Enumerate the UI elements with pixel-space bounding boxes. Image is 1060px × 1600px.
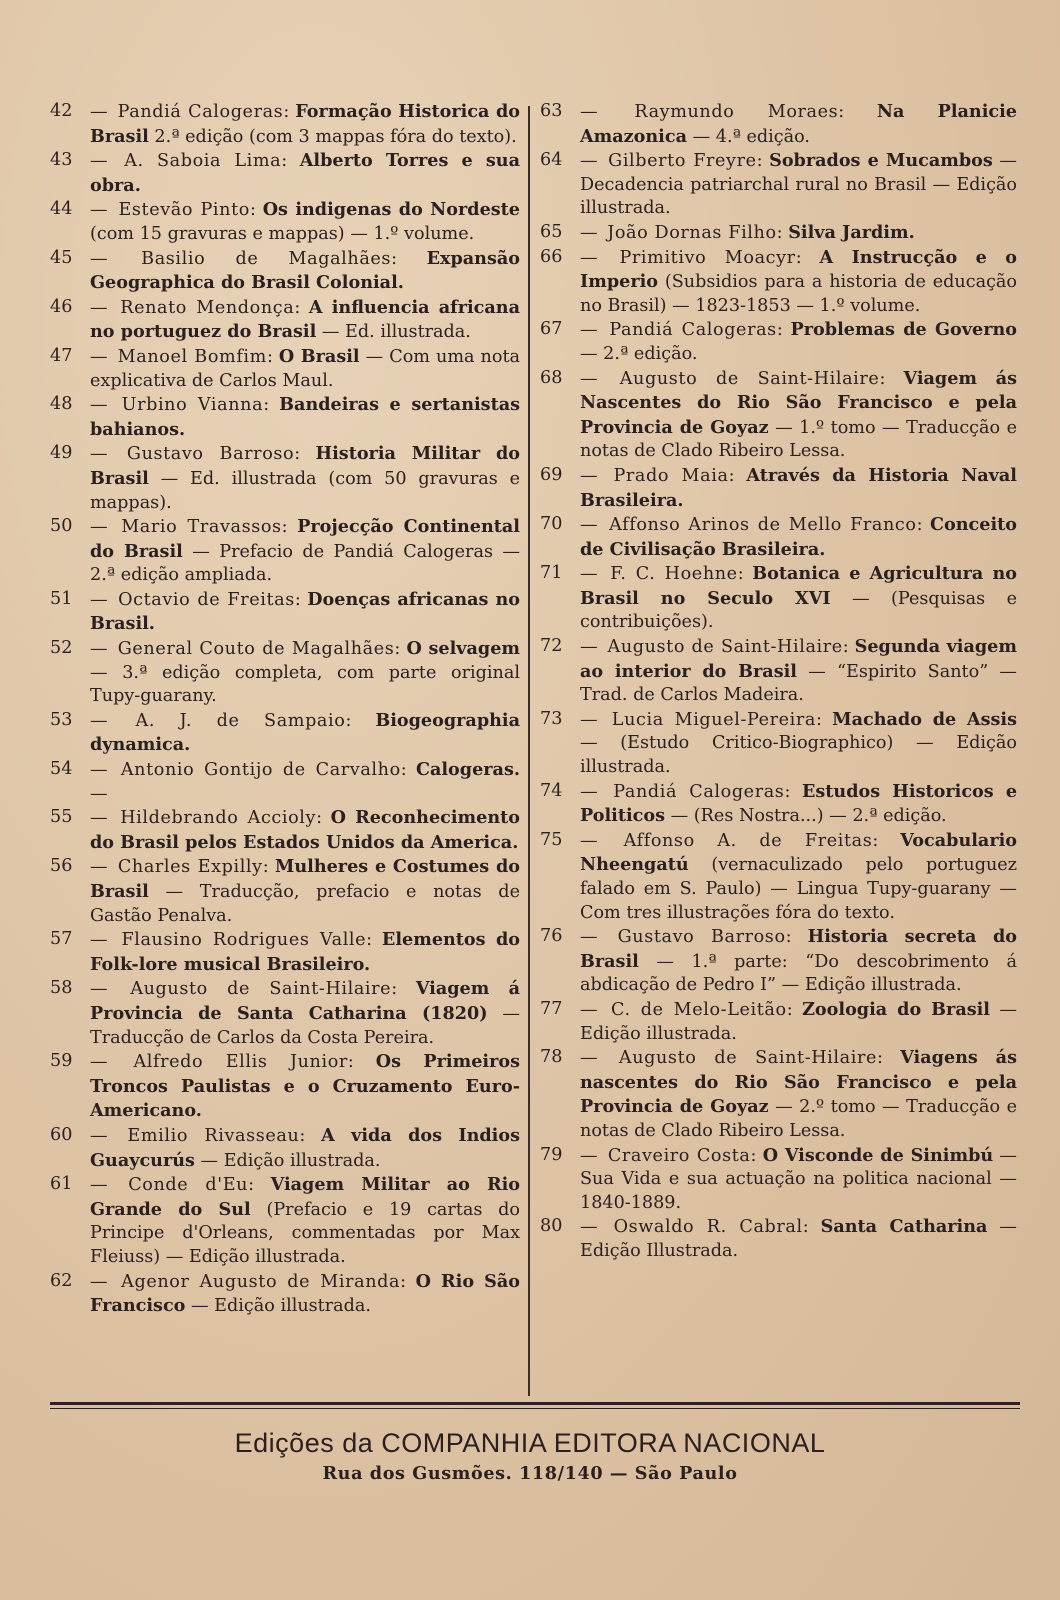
entry-title: Alberto Torres e sua obra. [90, 150, 520, 196]
entry-number: 66 [540, 246, 563, 267]
entry-colon: : [756, 151, 770, 172]
entry-author: Alfredo Ellis Junior [133, 1052, 348, 1073]
entry-dash: — [90, 808, 117, 829]
entry-number: 69 [540, 464, 563, 485]
entry-colon: : [879, 368, 904, 389]
entry-colon: : [737, 564, 753, 585]
entry-dash: — [580, 247, 616, 268]
entry-title: Zoologia do Brasil [802, 998, 990, 1020]
entry-title: Historia secreta do Brasil [580, 926, 1018, 972]
entry-number: 57 [50, 929, 73, 950]
catalog-entry [540, 635, 1017, 708]
entry-number: 43 [50, 150, 73, 171]
entry-colon: : [750, 1145, 763, 1166]
entry-note: — 3.ª edição completa, com parte original Tupy-guarany. [90, 662, 520, 707]
footer-rule-thin [50, 1408, 1020, 1409]
entry-dash: — [90, 248, 138, 269]
entry-dash: — [90, 589, 115, 610]
entry-author: Augusto de Saint-Hilaire [130, 979, 392, 1000]
catalog-entry [50, 296, 520, 345]
entry-number: 54 [50, 759, 73, 780]
entry-author: Manoel Bomfim [117, 346, 267, 367]
entry-title: Através da Historia Naval Brasileira. [580, 464, 1017, 511]
catalog-entry [50, 1050, 520, 1124]
catalog-entry [50, 928, 520, 977]
catalog-entry [540, 100, 1017, 149]
catalog-entry [50, 247, 520, 296]
entry-dash: — [90, 1125, 124, 1146]
entry-title: O Brasil [278, 345, 360, 367]
entry-note: — (Pesquisas e contribuições). [580, 588, 1017, 633]
catalog-entry [50, 393, 520, 442]
catalog-entry [50, 855, 520, 928]
catalog-entry [540, 367, 1017, 464]
entry-number: 55 [50, 807, 73, 828]
publisher-name: Edições da COMPANHIA EDITORA NACIONAL [234, 1428, 826, 1458]
catalog-entry [540, 1046, 1017, 1143]
entry-number: 70 [540, 514, 563, 535]
entry-number: 51 [50, 588, 73, 609]
entry-number: 49 [50, 443, 73, 464]
entry-title: Calogeras. [415, 759, 520, 781]
entry-dash: — [90, 930, 118, 951]
catalog-entry [50, 709, 520, 758]
entry-author: Gilberto Freyre [608, 151, 757, 172]
entry-colon: : [316, 808, 331, 829]
entry-author: Augusto de Saint-Hilaire [618, 1048, 877, 1069]
entry-author: Augusto de Saint-Hilaire [619, 368, 880, 389]
entry-colon: : [299, 1125, 322, 1146]
catalog-entry [540, 1215, 1017, 1263]
entry-number: 75 [540, 829, 563, 850]
entry-author: Pandiá Calogeras [609, 320, 777, 341]
entry-colon: : [816, 709, 833, 730]
entry-title: Viagem á Provincia de Santa Catharina (1820) [90, 978, 521, 1024]
entry-author: Affonso A. de Freitas [623, 830, 873, 851]
entry-author: Pandiá Calogeras [117, 102, 284, 122]
entry-dash: — [90, 200, 115, 221]
entry-number: 65 [540, 221, 563, 242]
entry-title: Elementos do Folk-lore musical Brasileiro. [90, 929, 520, 975]
entry-note: — Edição illustrada. [200, 1150, 381, 1171]
entry-author: Oswaldo R. Cabral [613, 1217, 803, 1238]
entry-colon: : [345, 710, 376, 731]
catalog-entry [540, 708, 1017, 780]
entry-dash: — [580, 830, 620, 851]
entry-number: 72 [540, 636, 563, 657]
entry-note: — 2.º tomo — Traducção e notas de Clado Ribeiro Lessa. [580, 1097, 1017, 1141]
entry-dash: — [90, 857, 114, 878]
entry-number: 61 [50, 1174, 73, 1195]
entry-dash: — [580, 1217, 610, 1238]
entry-note: — [90, 783, 108, 804]
entry-title: Problemas de Governo [790, 319, 1017, 341]
entry-author: Basilio de Magalhães [141, 248, 392, 269]
catalog-entry [50, 149, 520, 198]
catalog-entry [50, 806, 520, 855]
entry-title: Na Planicie Amazonica [580, 101, 1017, 147]
entry-colon: : [400, 760, 416, 781]
catalog-entry [540, 246, 1017, 319]
entry-author: Charles Expilly [117, 857, 263, 878]
entry-author: Flausino Rodrigues Valle [121, 930, 367, 951]
entry-author: Conde d'Eu [128, 1175, 249, 1196]
entry-author: Hildebrando Accioly [120, 808, 317, 829]
entry-number: 68 [540, 367, 563, 388]
entry-number: 50 [50, 516, 73, 537]
entry-colon: : [394, 639, 407, 660]
entry-author: Pandiá Calogeras [613, 781, 785, 802]
entry-dash: — [90, 1175, 125, 1196]
entry-note: — (Estudo Critico-Biographico) — Edição illustrada. [580, 733, 1017, 778]
catalog-right-column [540, 100, 1017, 1264]
entry-author: A. Saboia Lima [124, 151, 282, 172]
entry-number: 47 [50, 345, 73, 366]
entry-number: 46 [50, 296, 73, 317]
entry-author: Craveiro Costa [607, 1145, 751, 1166]
entry-title: O selvagem [406, 638, 521, 660]
entry-dash: — [90, 395, 118, 416]
entry-colon: : [294, 444, 316, 465]
entry-dash: — [90, 760, 117, 781]
entry-author: Emilio Rivasseau [127, 1125, 300, 1146]
entry-note: — Ed. illustrada (com 50 gravuras e mappas). [90, 468, 520, 513]
entry-colon: : [391, 248, 427, 269]
entry-dash: — [580, 637, 604, 658]
entry-number: 63 [540, 101, 563, 121]
entry-author: Augusto de Saint-Hilaire [607, 637, 843, 658]
entry-dash: — [580, 999, 608, 1020]
catalog-entry [50, 1124, 520, 1173]
entry-title: Sobrados e Mucambos [769, 150, 993, 172]
entry-dash: — [580, 320, 606, 341]
entry-author: Gustavo Barroso [617, 927, 786, 948]
catalog-entry [50, 515, 520, 588]
entry-number: 53 [50, 709, 73, 730]
entry-colon: : [728, 465, 747, 486]
entry-title: Vocabulario Nheengatú [580, 829, 1018, 876]
entry-number: 52 [50, 638, 73, 659]
entry-dash: — [90, 979, 127, 1000]
entry-note: — Decadencia patriarchal rural no Brasil — Edição illustrada. [580, 151, 1017, 219]
entry-note: — 1.º tomo — Traducção e notas de Clado Ribeiro Lessa. [580, 417, 1017, 462]
entry-title: Estudos Historicos e Politicos [580, 780, 1018, 827]
catalog-entry [50, 345, 520, 393]
entry-colon: : [916, 515, 931, 536]
entry-dash: — [580, 102, 631, 122]
entry-title: Santa Catharina [820, 1216, 988, 1238]
entry-dash: — [90, 710, 132, 731]
entry-author: C. de Melo-Leitão [611, 999, 787, 1020]
publisher-address: Rua dos Gusmões. 118/140 — São Paulo [322, 1463, 738, 1484]
entry-note: (Subsidios para a historia de educação no Brasil) — 1823-1853 — 1.º volume. [580, 272, 1017, 316]
entry-note: — 4.ª edição. [692, 126, 811, 147]
entry-author: Gustavo Barroso [126, 444, 295, 465]
entry-dash: — [580, 564, 607, 585]
entry-number: 67 [540, 319, 563, 340]
catalog-entry [540, 318, 1017, 366]
entry-note: (Prefacio e 19 cartas do Principe d'Orleans, commentadas por Max Fleiuss) — Edição illustrada. [90, 1199, 520, 1267]
entry-colon: : [776, 222, 789, 243]
column-divider [528, 106, 530, 1396]
entry-colon: : [347, 1052, 376, 1073]
entry-author: Affonso Arinos de Mello Franco [609, 515, 917, 536]
entry-colon: : [294, 297, 309, 318]
entry-dash: — [580, 151, 605, 172]
entry-author: Prado Maia [613, 465, 729, 486]
entry-colon: : [786, 999, 803, 1020]
entry-title: Machado de Assis [832, 708, 1017, 730]
catalog-entry [540, 1144, 1017, 1216]
entry-colon: : [266, 346, 279, 367]
catalog-entry [540, 513, 1017, 562]
entry-dash: — [90, 639, 114, 660]
entry-note: — 2.ª edição. [580, 343, 698, 364]
catalog-entry [540, 998, 1017, 1046]
entry-author: Urbino Vianna [121, 395, 264, 416]
publisher-footer [0, 1428, 1060, 1484]
entry-author: Antonio Gontijo de Carvalho [120, 760, 401, 781]
entry-title: O Rio São Francisco [90, 1270, 520, 1317]
entry-number: 60 [50, 1124, 73, 1145]
entry-title: Os Primeiros Troncos Paulistas e o Cruzamento Euro-Americano. [90, 1051, 520, 1122]
entry-number: 45 [50, 247, 73, 268]
entry-dash: — [90, 1271, 118, 1292]
entry-note: — Traducção de Carlos da Costa Pereira. [90, 1003, 520, 1048]
entry-colon: : [283, 102, 296, 122]
entry-author: Renato Mendonça [120, 297, 295, 318]
entry-colon: : [263, 395, 280, 416]
entry-title: Biogeographia dynamica. [90, 709, 521, 756]
entry-title: Conceito de Civilisação Brasileira. [580, 514, 1017, 560]
entry-author: Lucia Miguel-Pereira [611, 709, 817, 730]
entry-dash: — [90, 151, 121, 172]
entry-dash: — [90, 1052, 130, 1073]
catalog-entry [50, 1270, 520, 1319]
catalog-entry [540, 464, 1017, 513]
entry-dash: — [580, 515, 606, 536]
entry-number: 73 [540, 708, 563, 729]
entry-title: A Instrucção e o Imperio [580, 246, 1017, 293]
entry-dash: — [580, 465, 610, 486]
entry-dash: — [580, 222, 604, 243]
entry-colon: : [249, 200, 263, 221]
entry-colon: : [294, 589, 308, 610]
entry-title: Formação Historica do Brasil [90, 101, 520, 147]
entry-colon: : [838, 102, 877, 122]
entry-dash: — [580, 709, 608, 730]
entry-colon: : [784, 781, 802, 802]
entry-colon: : [400, 1271, 416, 1292]
entry-title: Viagem Militar ao Rio Grande do Sul [90, 1174, 520, 1220]
entry-author: Agenor Augusto de Miranda [121, 1271, 401, 1292]
entry-colon: : [842, 637, 855, 658]
entry-number: 59 [50, 1051, 73, 1072]
catalog-entry [540, 829, 1017, 925]
entry-note: — 1.ª parte: “Do descobrimento á abdicação de Pedro I” — Edição illustrada. [580, 951, 1017, 996]
entry-note: 2.ª edição (com 3 mappas fóra do texto). [154, 126, 517, 147]
entry-number: 80 [540, 1216, 563, 1237]
entry-dash: — [580, 1048, 615, 1069]
catalog-entry [540, 149, 1017, 221]
entry-colon: : [262, 857, 275, 878]
entry-author: Estevão Pinto [118, 200, 250, 221]
entry-title: A vida dos Indios Guaycurús [90, 1124, 520, 1171]
entry-dash: — [90, 346, 114, 367]
entry-dash: — [90, 517, 118, 538]
entry-colon: : [872, 830, 901, 851]
entry-title: Botanica e Agricultura no Brasil no Seculo XVI [580, 563, 1018, 609]
entry-author: Octavio de Freitas [118, 589, 295, 610]
entry-colon: : [795, 247, 820, 268]
entry-dash: — [580, 927, 614, 948]
entry-note: (vernaculizado pelo portuguez falado em S. Paulo) — Lingua Tupy-guarany — Com tres illustrações fóra do texto. [580, 855, 1017, 923]
entry-number: 58 [50, 978, 73, 999]
entry-note: — Prefacio de Pandiá Calogeras — 2.ª edição ampliada. [90, 541, 521, 586]
entry-dash: — [580, 1145, 604, 1166]
catalog-entry [50, 758, 520, 806]
entry-dash: — [90, 297, 117, 318]
entry-number: 64 [540, 150, 563, 171]
entry-dash: — [580, 781, 610, 802]
catalog-entry [540, 221, 1017, 246]
entry-title: Mulheres e Costumes do Brasil [90, 856, 521, 902]
entry-dash: — [580, 368, 616, 389]
entry-title: Bandeiras e sertanistas bahianos. [90, 394, 521, 440]
entry-colon: : [248, 1175, 271, 1196]
entry-number: 79 [540, 1144, 563, 1165]
catalog-entry [50, 442, 520, 515]
entry-number: 56 [50, 856, 73, 877]
entry-colon: : [281, 151, 300, 172]
entry-note: — Edição Illustrada. [580, 1217, 1017, 1261]
entry-title: Viagens ás nascentes do Rio São Francisco e pela Provincia de Goyaz [580, 1047, 1017, 1118]
entry-author: João Dornas Filho [607, 222, 777, 243]
catalog-entry [50, 198, 520, 246]
catalog-entry [50, 100, 520, 149]
catalog-entry [50, 637, 520, 709]
entry-number: 42 [50, 101, 73, 121]
entry-colon: : [281, 517, 298, 538]
entry-colon: : [802, 1217, 821, 1238]
catalog-left-column [50, 100, 520, 1319]
entry-title: A influencia africana no portuguez do Brasil [90, 296, 520, 343]
entry-note: — Sua Vida e sua actuação na politica nacional — 1840-1889. [580, 1145, 1018, 1213]
entry-number: 62 [50, 1270, 73, 1291]
entry-title: Doenças africanas no Brasil. [90, 588, 521, 635]
entry-author: Mario Travassos [121, 517, 282, 538]
entry-note: — Ed. illustrada. [321, 322, 471, 343]
entry-number: 48 [50, 394, 73, 415]
entry-number: 78 [540, 1047, 563, 1068]
entry-note: — Com uma nota explicativa de Carlos Maul. [90, 346, 521, 391]
catalog-entry [540, 562, 1017, 635]
entry-note: — (Res Nostra...) — 2.ª edição. [670, 806, 947, 827]
entry-author: General Couto de Magalhães [117, 639, 395, 660]
entry-title: Segunda viagem ao interior do Brasil [580, 636, 1017, 682]
entry-number: 77 [540, 998, 563, 1019]
catalog-entry [50, 977, 520, 1050]
entry-title: Expansão Geographica do Brasil Colonial. [90, 247, 520, 294]
entry-author: F. C. Hoehne [610, 564, 738, 585]
entry-colon: : [785, 927, 808, 948]
entry-title: Projecção Continental do Brasil [90, 516, 520, 562]
entry-colon: : [366, 930, 382, 951]
entry-colon: : [776, 320, 791, 341]
entry-title: O Visconde de Sinimbú [762, 1144, 994, 1166]
catalog-entry [540, 780, 1017, 829]
entry-title: Viagem ás Nascentes do Rio São Francisco e pela Provincia de Goyaz [580, 367, 1018, 438]
entry-number: 74 [540, 780, 563, 801]
entry-title: O Reconhecimento do Brasil pelos Estados Unidos da America. [90, 807, 521, 853]
entry-number: 71 [540, 563, 563, 584]
entry-colon: : [391, 979, 416, 1000]
entry-note: — Edição illustrada. [580, 999, 1018, 1044]
catalog-entry [50, 1173, 520, 1269]
footer-rule-thick [50, 1402, 1020, 1405]
entry-colon: : [876, 1048, 901, 1069]
entry-dash: — [90, 102, 114, 122]
entry-author: A. J. de Sampaio [135, 710, 346, 731]
entry-dash: — [90, 444, 123, 465]
entry-number: 44 [50, 199, 73, 220]
entry-author: Raymundo Moraes [634, 102, 839, 122]
entry-note: — “Espirito Santo” — Trad. de Carlos Madeira. [580, 661, 1017, 706]
entry-note: — Edição illustrada. [191, 1296, 372, 1317]
catalog-entry [540, 925, 1017, 998]
entry-title: Silva Jardim. [788, 221, 915, 243]
entry-note: (com 15 gravuras e mappas) — 1.º volume. [90, 223, 475, 244]
entry-number: 76 [540, 926, 563, 947]
entry-title: Os indigenas do Nordeste [262, 199, 520, 221]
entry-author: Primitivo Moacyr [619, 247, 796, 268]
entry-title: Historia Militar do Brasil [90, 443, 520, 489]
catalog-entry [50, 588, 520, 637]
entry-note: — Traducção, prefacio e notas de Gastão Penalva. [90, 882, 520, 926]
